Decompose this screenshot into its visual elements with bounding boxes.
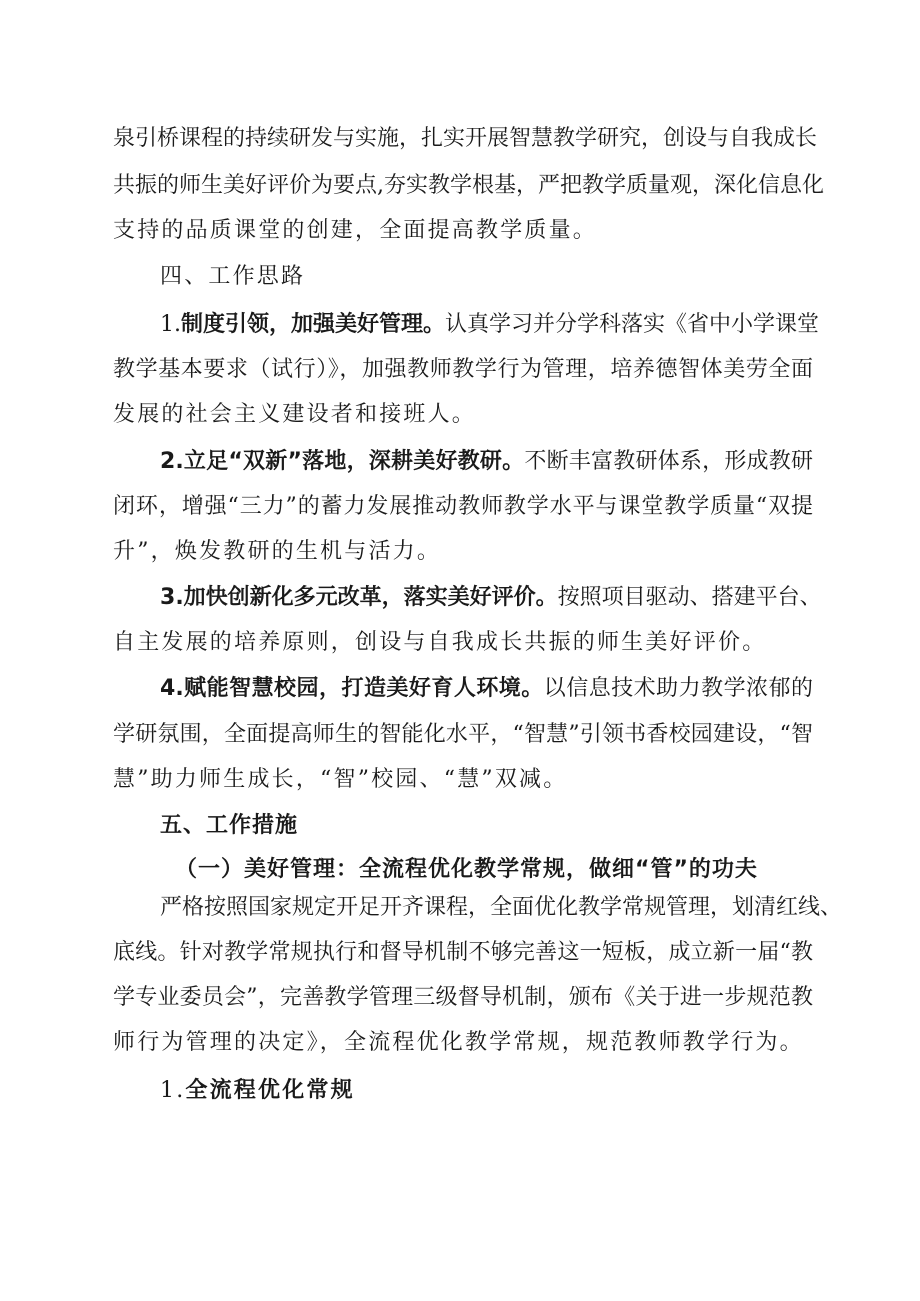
- section-four-item3-line2: 自主发展的培养原则，创设与自我成长共振的师生美好评价。: [113, 630, 767, 655]
- section-four-item1-line1: [160, 310, 820, 340]
- item3-number: 3: [160, 585, 176, 610]
- item4-text: 以信息技术助力教学浓郁的: [543, 676, 813, 701]
- section-four-item4-line3: 慧”助力师生成长，“智”校园、“慧”双减。: [113, 767, 568, 792]
- section-four-item2-line1: [160, 447, 813, 477]
- section-four-item4-line1: [160, 674, 813, 704]
- item1-text: 认真学习并分学科落实《省中小学课堂: [445, 312, 820, 337]
- item3-text: 按照项目驱动、搭建平台、: [557, 585, 822, 610]
- item4-title: .赋能智慧校园，打造美好育人环境。: [175, 676, 544, 701]
- section-four-item1-line3: 发展的社会主义建设者和接班人。: [113, 402, 477, 427]
- item3-title: .加快创新化多元改革，落实美好评价。: [175, 585, 558, 610]
- item1-title: 制度引领，加强美好管理。: [181, 312, 446, 337]
- section-four-item2-line3: 升”，焕发教研的生机与活力。: [113, 539, 442, 564]
- section-four-item3-line1: [160, 583, 822, 613]
- section-five-para-line3: 学专业委员会”，完善教学管理三级督导机制，颁布《关于进一步规范教: [113, 985, 813, 1010]
- item1-number: 1.: [160, 312, 181, 337]
- section-five-para-line1: 严格按照国家规定开足开齐课程，全面优化教学常规管理，划清红线、: [160, 895, 843, 920]
- item2-text: 不断丰富教研体系，形成教研: [524, 449, 813, 474]
- section-five-para-line2: 底线。针对教学常规执行和督导机制不够完善这一短板，成立新一届“教: [113, 940, 813, 965]
- section-four-item1-line2: 教学基本要求（试行）》，加强教师教学行为管理，培养德智体美劳全面: [113, 357, 813, 382]
- section-four-item2-line2: 闭环，增强“三力”的蓄力发展推动教师教学水平与课堂教学质量“双提: [113, 494, 813, 519]
- section-five-item1: [160, 1076, 355, 1106]
- section-five-heading: 五、工作措施: [160, 813, 299, 838]
- section-five-item1-number: 1.: [160, 1078, 186, 1103]
- intro-line-3: 支持的品质课堂的创建，全面提高教学质量。: [113, 218, 598, 243]
- intro-line-2: 共振的师生美好评价为要点,夯实教学根基，严把教学质量观，深化信息化: [113, 173, 824, 198]
- section-four-heading: 四、工作思路: [160, 264, 306, 289]
- item4-number: 4: [160, 676, 176, 701]
- section-five-item1-title: 全流程优化常规: [185, 1078, 355, 1103]
- section-five-subheading: （一）美好管理：全流程优化教学常规，做细“管”的功夫: [175, 857, 758, 882]
- item2-number: 2: [160, 449, 176, 474]
- section-four-item4-line2: 学研氛围，全面提高师生的智能化水平，“智慧”引领书香校园建设，“智: [113, 722, 813, 747]
- item2-title: .立足“双新”落地，深耕美好教研。: [175, 449, 525, 474]
- section-five-para-line4: 师行为管理的决定》，全流程优化教学常规，规范教师教学行为。: [113, 1030, 804, 1055]
- intro-line-1: 泉引桥课程的持续研发与实施，扎实开展智慧教学研究，创设与自我成长: [113, 126, 818, 151]
